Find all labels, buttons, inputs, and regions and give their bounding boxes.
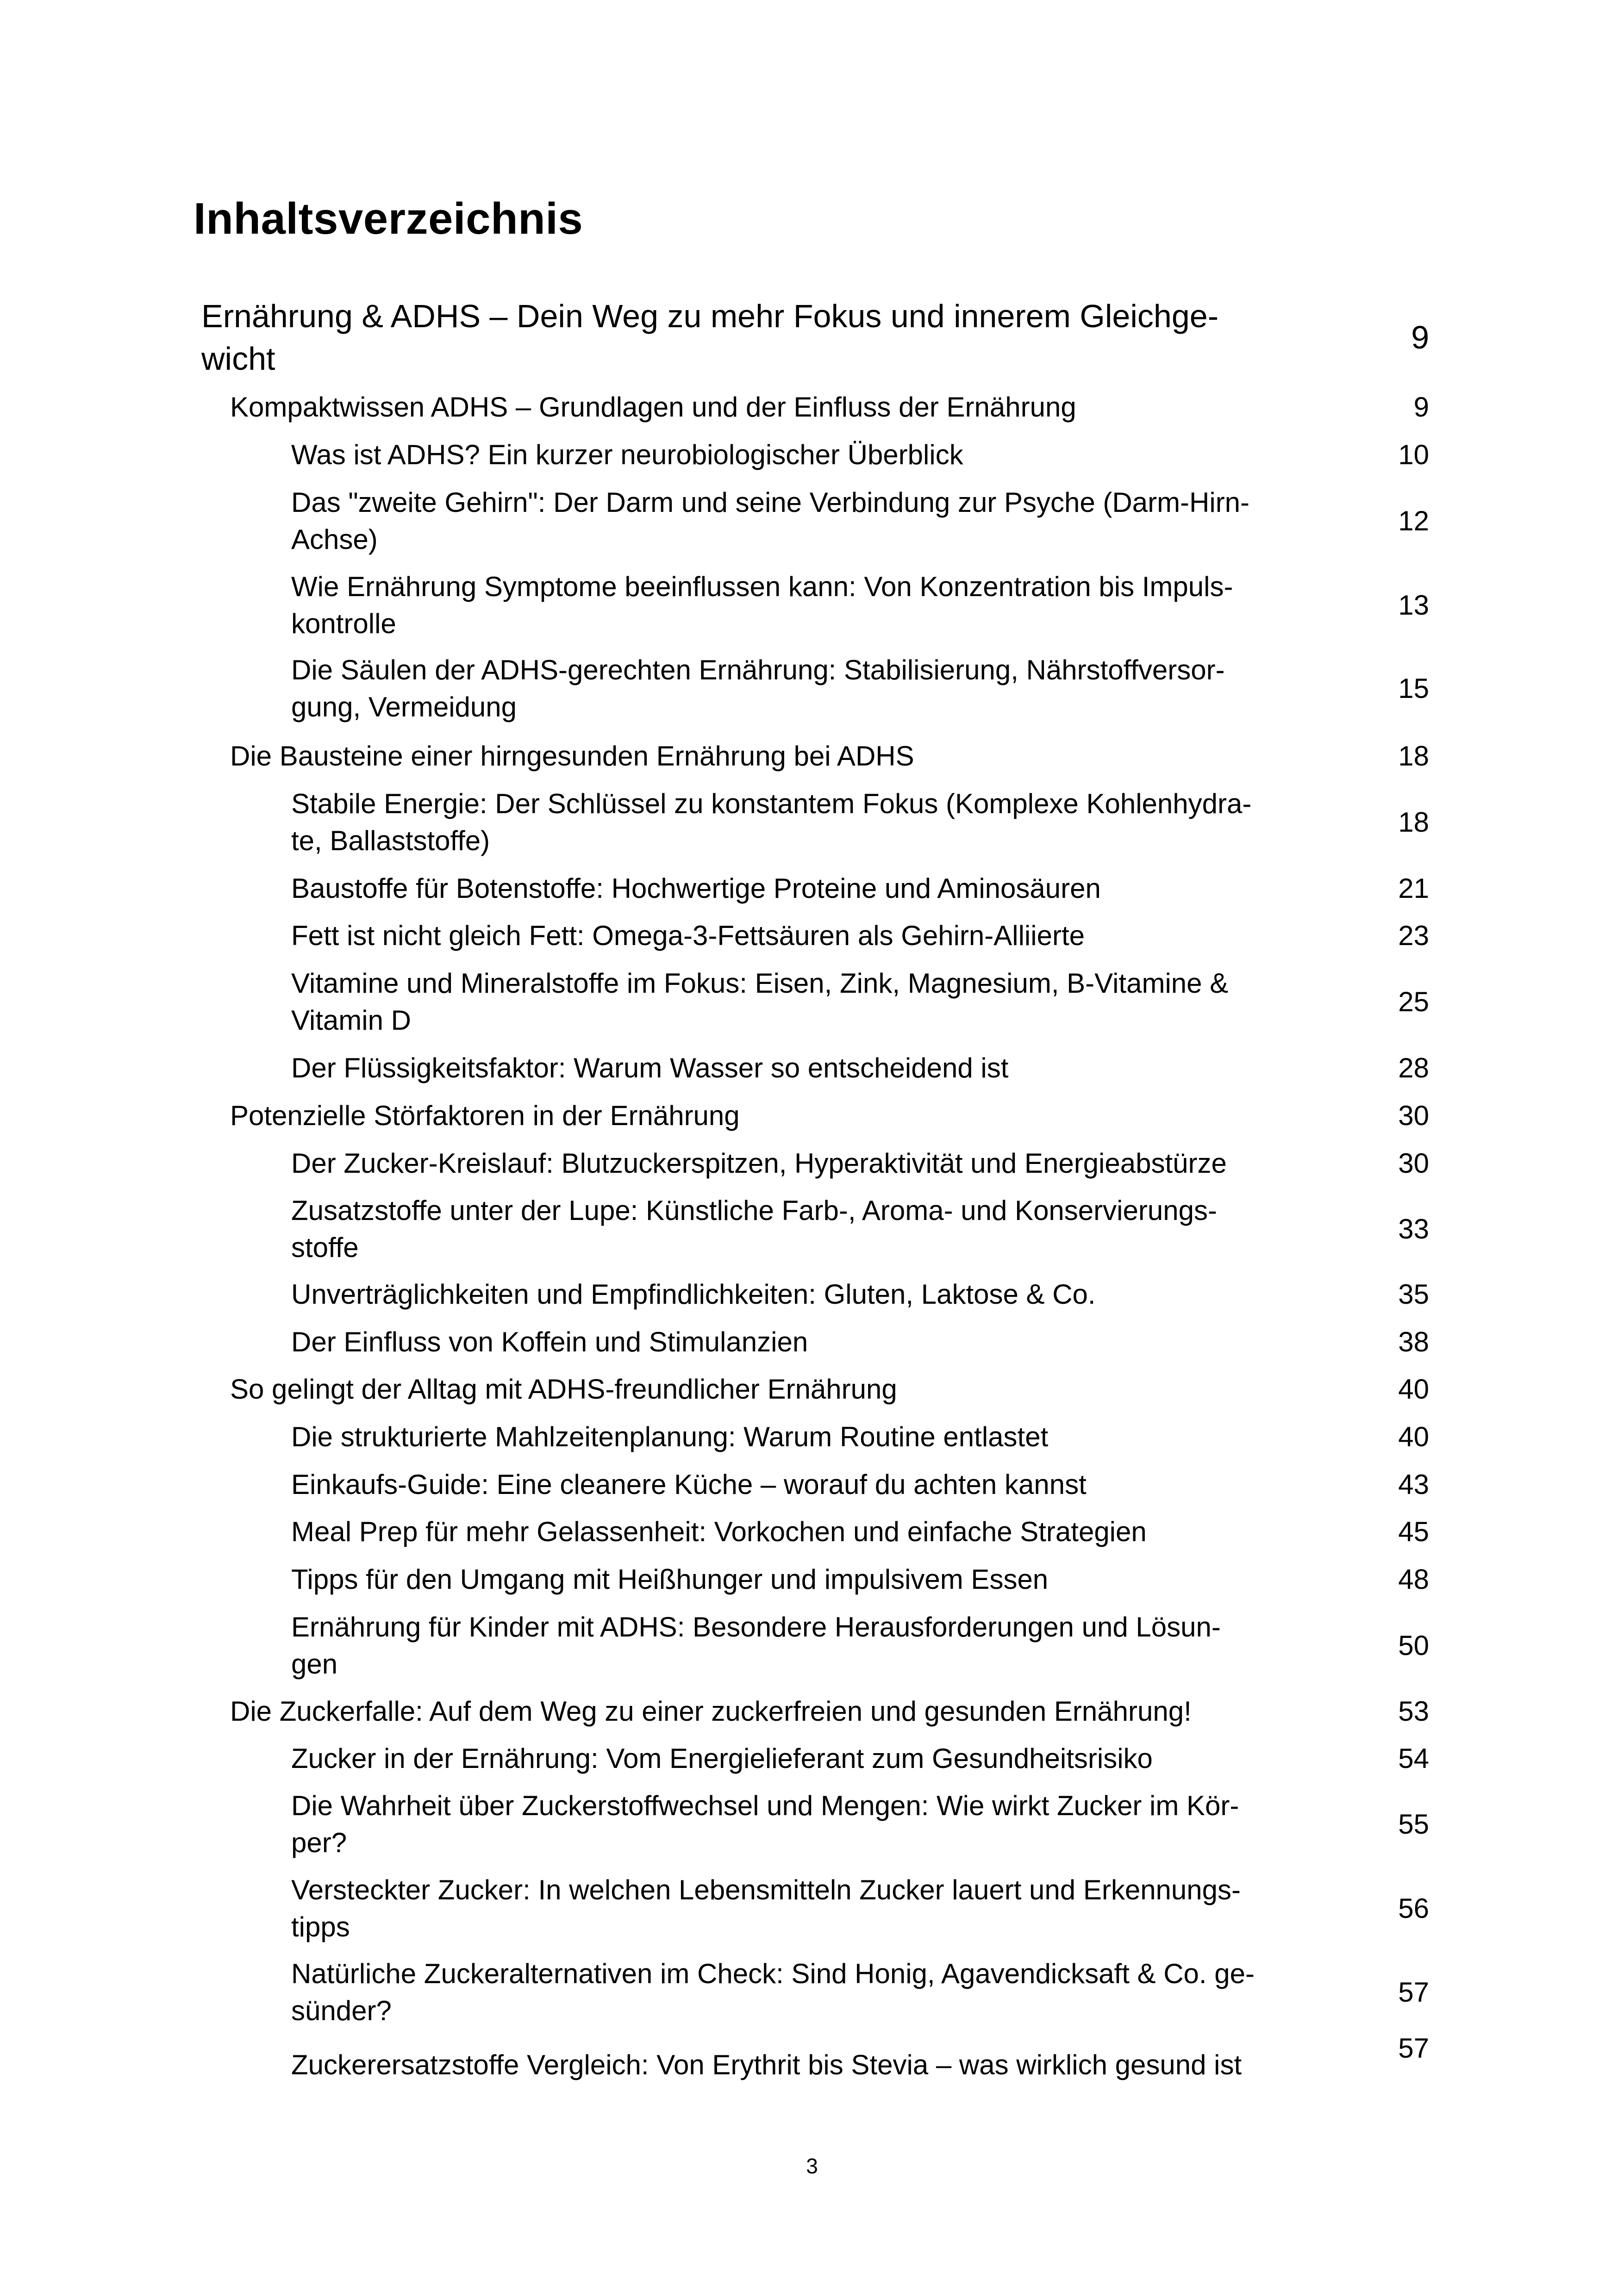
toc-entry-line: Der Zucker-Kreislauf: Blutzuckerspitzen, Hyperaktivität und Energieabstürze — [291, 1148, 1227, 1179]
toc-entry-line: Vitamin D — [291, 1005, 411, 1036]
toc-page-number: 48 — [1398, 1564, 1429, 1595]
toc-page-number: 33 — [1398, 1213, 1429, 1244]
toc-entry-line: Die Wahrheit über Zuckerstoffwechsel und Mengen: Wie wirkt Zucker im Kör- — [291, 1790, 1239, 1821]
toc-page-number: 50 — [1398, 1630, 1429, 1661]
toc-page-number: 9 — [1411, 319, 1429, 355]
toc-entry-line: Was ist ADHS? Ein kurzer neurobiologischer Überblick — [291, 439, 963, 470]
toc-page-number: 43 — [1398, 1469, 1429, 1500]
toc-entry-line: Das "zweite Gehirn": Der Darm und seine Verbindung zur Psyche (Darm-Hirn- — [291, 487, 1250, 518]
toc-entry-line: Ernährung für Kinder mit ADHS: Besondere Herausforderungen und Lösun- — [291, 1612, 1221, 1643]
toc-entry-subsection[interactable] — [291, 1192, 1429, 1266]
toc-entry-line: Die Zuckerfalle: Auf dem Weg zu einer zuckerfreien und gesunden Ernährung! — [230, 1696, 1192, 1727]
toc-entry-line: kontrolle — [291, 608, 396, 639]
toc-entry-line: Unverträglichkeiten und Empfindlichkeiten: Gluten, Laktose & Co. — [291, 1279, 1096, 1310]
toc-entry-line: gen — [291, 1649, 338, 1680]
toc-page-number: 38 — [1398, 1326, 1429, 1357]
toc-entry-line: per? — [291, 1827, 347, 1858]
toc-entry-line: So gelingt der Alltag mit ADHS-freundlicher Ernährung — [230, 1374, 897, 1405]
toc-entry-line: wicht — [201, 341, 275, 377]
toc-page-number: 54 — [1398, 1743, 1429, 1774]
page-number-footer: 3 — [806, 2154, 818, 2178]
toc-entry-subsection[interactable] — [291, 484, 1429, 558]
toc-entry-line: Potenzielle Störfaktoren in der Ernährung — [230, 1100, 740, 1131]
toc-entry-subsection[interactable] — [291, 1145, 1429, 1182]
toc-entry-text — [291, 484, 1249, 558]
toc-entry-text — [291, 1872, 1241, 1946]
toc-entry-subsection[interactable] — [291, 1466, 1429, 1503]
toc-entry-subsection[interactable] — [291, 785, 1429, 859]
toc-entry-line: Achse) — [291, 524, 378, 555]
toc-page-number: 10 — [1398, 439, 1429, 470]
toc-entry-text — [291, 1192, 1217, 1266]
toc-entry-subsection[interactable] — [291, 965, 1429, 1039]
toc-entry-line: Fett ist nicht gleich Fett: Omega-3-Fettsäuren als Gehirn-Alliierte — [291, 920, 1085, 951]
toc-entry-subsection[interactable] — [291, 1050, 1429, 1087]
toc-entry-subsection[interactable] — [291, 1872, 1429, 1946]
toc-page-number: 28 — [1398, 1052, 1429, 1083]
toc-entry-line: Versteckter Zucker: In welchen Lebensmitteln Zucker lauert und Erkennungs- — [291, 1874, 1241, 1905]
toc-entry-line: Die Bausteine einer hirngesunden Ernährung bei ADHS — [230, 740, 914, 772]
toc-entry-line: Der Flüssigkeitsfaktor: Warum Wasser so entscheidend ist — [291, 1052, 1009, 1083]
toc-page-number: 12 — [1398, 505, 1429, 536]
toc-entry-subsection[interactable] — [291, 436, 1429, 473]
toc-entry-line: Baustoffe für Botenstoffe: Hochwertige Proteine und Aminosäuren — [291, 873, 1101, 904]
toc-entry-subsection[interactable] — [291, 1276, 1429, 1313]
toc-entry-line: stoffe — [291, 1232, 359, 1263]
toc-page-number: 30 — [1398, 1100, 1429, 1131]
toc-page-number: 40 — [1398, 1421, 1429, 1452]
toc-entry-line: Die Säulen der ADHS-gerechten Ernährung: Stabilisierung, Nährstoffversor- — [291, 654, 1225, 685]
toc-entry-text — [291, 785, 1251, 859]
toc-entry-subsection[interactable] — [291, 870, 1429, 907]
toc-page-number: 40 — [1398, 1374, 1429, 1405]
toc-page-number: 21 — [1398, 873, 1429, 904]
toc-entry-line: Zuckerersatzstoffe Vergleich: Von Erythrit bis Stevia – was wirklich gesund ist — [291, 2049, 1242, 2080]
toc-page-number: 13 — [1398, 590, 1429, 621]
toc-entry-section[interactable] — [230, 738, 1429, 775]
toc-entry-section[interactable] — [230, 1371, 1429, 1408]
toc-entry-line: Die strukturierte Mahlzeitenplanung: Warum Routine entlastet — [291, 1421, 1049, 1452]
toc-entry-line: te, Ballaststoffe) — [291, 825, 490, 856]
toc-entry-line: tipps — [291, 1911, 350, 1942]
toc-entry-line: Tipps für den Umgang mit Heißhunger und impulsivem Essen — [291, 1564, 1049, 1595]
toc-entry-line: Einkaufs-Guide: Eine cleanere Küche – worauf du achten kannst — [291, 1469, 1087, 1500]
toc-page-number: 53 — [1398, 1696, 1429, 1727]
toc-entry-line: Zucker in der Ernährung: Vom Energielieferant zum Gesundheitsrisiko — [291, 1743, 1153, 1774]
page-title: Inhaltsverzeichnis — [194, 194, 583, 243]
toc-page-number: 9 — [1413, 392, 1429, 423]
toc-entry-chapter[interactable] — [201, 295, 1429, 380]
toc-entry-line: Vitamine und Mineralstoffe im Fokus: Eisen, Zink, Magnesium, B-Vitamine & — [291, 968, 1229, 999]
toc-entry-line: Kompaktwissen ADHS – Grundlagen und der Einfluss der Ernährung — [230, 392, 1076, 423]
toc-page-number: 55 — [1398, 1809, 1429, 1840]
toc-page-number: 23 — [1398, 920, 1429, 951]
toc-page-number: 45 — [1398, 1516, 1429, 1547]
toc-page-number: 35 — [1398, 1279, 1429, 1310]
toc-entry-line: Wie Ernährung Symptome beeinflussen kann: Von Konzentration bis Impuls- — [291, 571, 1233, 602]
toc-page-number: 57 — [1398, 1977, 1429, 2008]
toc-entry-subsection[interactable] — [291, 1955, 1429, 2029]
toc-entry-subsection[interactable] — [291, 1561, 1429, 1598]
toc-entry-text — [201, 295, 1218, 380]
toc-entry-line: Ernährung & ADHS – Dein Weg zu mehr Fokus und innerem Gleichge- — [201, 298, 1219, 334]
toc-entry-text — [291, 1955, 1255, 2029]
toc-entry-section[interactable] — [230, 1097, 1429, 1134]
toc-entry-line: Der Einfluss von Koffein und Stimulanzien — [291, 1326, 808, 1357]
toc-entry-subsection[interactable] — [291, 917, 1429, 954]
toc-entry-subsection[interactable] — [291, 1419, 1429, 1456]
toc-entry-line: Meal Prep für mehr Gelassenheit: Vorkochen und einfache Strategien — [291, 1516, 1147, 1547]
toc-entry-text — [291, 568, 1233, 642]
toc-entry-line: sünder? — [291, 1995, 392, 2026]
toc-entry-subsection[interactable] — [291, 1609, 1429, 1683]
toc-entry-subsection[interactable] — [291, 1513, 1429, 1550]
toc-entry-subsection[interactable] — [291, 652, 1429, 726]
toc-entry-line: gung, Vermeidung — [291, 691, 517, 722]
toc-entry-subsection[interactable] — [291, 2030, 1429, 2085]
toc-page-number: 18 — [1398, 807, 1429, 838]
toc-entry-text — [291, 1787, 1239, 1861]
toc-entry-line: Stabile Energie: Der Schlüssel zu konstantem Fokus (Komplexe Kohlenhydra- — [291, 788, 1252, 819]
toc-entry-section[interactable] — [230, 1693, 1429, 1730]
toc-entry-text — [291, 652, 1225, 726]
toc-page-number: 18 — [1398, 740, 1429, 772]
toc-entry-line: Zusatzstoffe unter der Lupe: Künstliche Farb-, Aroma- und Konservierungs- — [291, 1195, 1217, 1226]
toc-entry-subsection[interactable] — [291, 1787, 1429, 1861]
toc-page-number: 57 — [1398, 2033, 1429, 2064]
toc-entry-subsection[interactable] — [291, 568, 1429, 642]
toc-entry-text — [291, 965, 1228, 1039]
toc-entry-line: Natürliche Zuckeralternativen im Check: Sind Honig, Agavendicksaft & Co. ge- — [291, 1958, 1255, 1989]
toc-page-number: 15 — [1398, 673, 1429, 704]
toc-entry-subsection[interactable] — [291, 1740, 1429, 1777]
toc-page-number: 56 — [1398, 1893, 1429, 1924]
toc-page-number: 30 — [1398, 1148, 1429, 1179]
toc-entry-section[interactable] — [230, 389, 1429, 426]
toc-entry-subsection[interactable] — [291, 1324, 1429, 1361]
toc-page-number: 25 — [1398, 986, 1429, 1017]
toc-entry-text — [291, 1609, 1221, 1683]
